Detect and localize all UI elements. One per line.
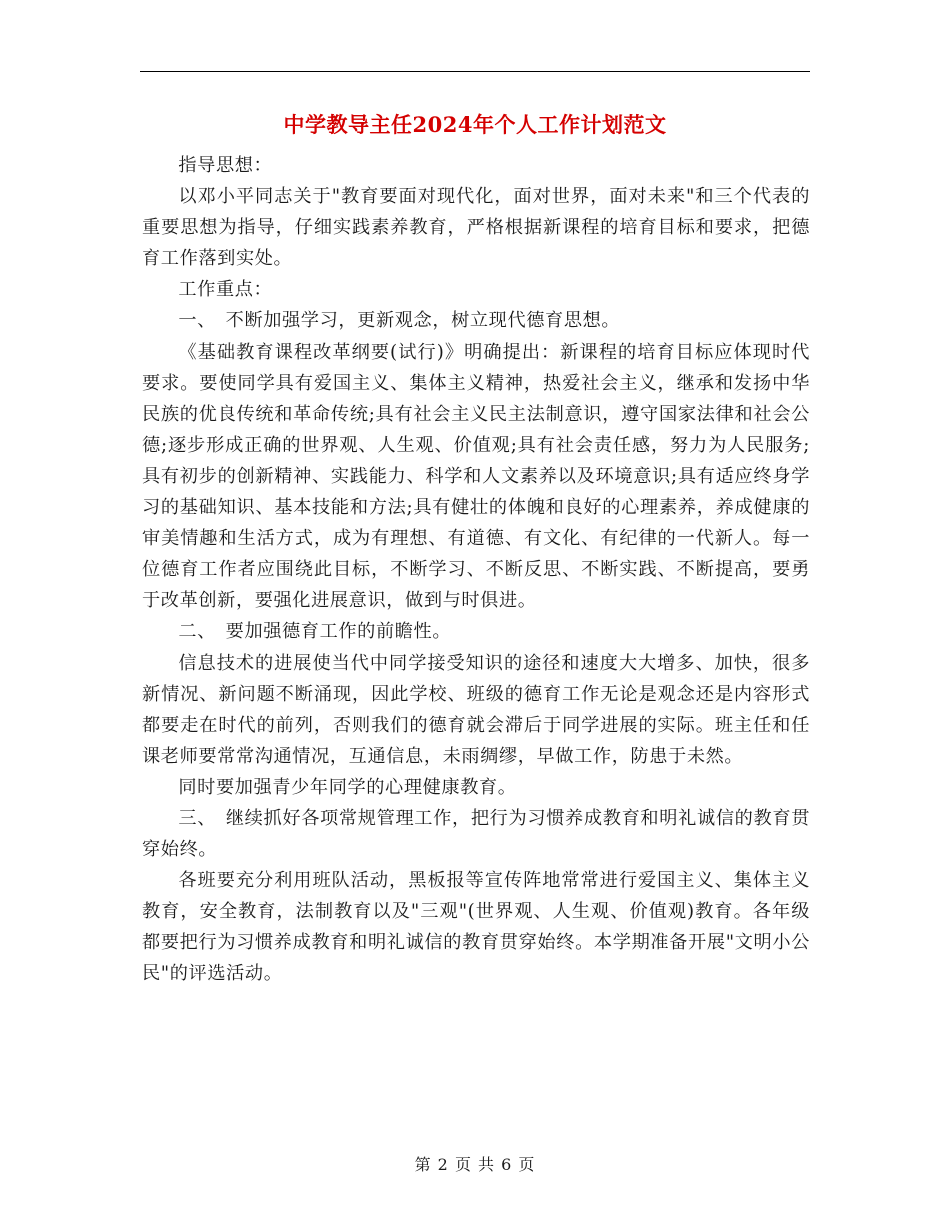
header-rule — [140, 71, 810, 72]
paragraph: 以邓小平同志关于"教育要面对现代化，面对世界，面对未来"和三个代表的重要思想为指导，仔细实践素养教育，严格根据新课程的培育目标和要求，把德育工作落到实处。 — [142, 186, 810, 270]
document-body — [142, 150, 810, 990]
section-heading: 二、 要加强德育工作的前瞻性。 — [178, 621, 452, 643]
page-number-footer: 第 2 页 共 6 页 — [414, 1155, 536, 1174]
document-title: 中学教导主任2024年个人工作计划范文 — [283, 112, 667, 137]
paragraph: 同时要加强青少年同学的心理健康教育。 — [178, 776, 517, 798]
paragraph: 工作重点： — [178, 279, 273, 301]
paragraph: 各班要充分利用班队活动，黑板报等宣传阵地常常进行爱国主义、集体主义教育，安全教育，法制教育以及"三观"(世界观、人生观、价值观)教育。各年级都要把行为习惯养成教育和明礼诚信的教育贯穿始终。本学期准备开展"文明小公民"的评选活动。 — [142, 870, 810, 985]
paragraph: 《基础教育课程改革纲要(试行)》明确提出：新课程的培育目标应体现时代要求。要使同学具有爱国主义、集体主义精神，热爱社会主义，继承和发扬中华民族的优良传统和革命传统;具有社会主义民主法制意识，遵守国家法律和社会公德;逐步形成正确的世界观、人生观、价值观;具有社会责任感，努力为人民服务;具有初步的创新精神、实践能力、科学和人文素养以及环境意识;具有适应终身学习的基础知识、基本技能和方法;具有健壮的体魄和良好的心理素养，养成健康的审美情趣和生活方式，成为有理想、有道德、有文化、有纪律的一代新人。每一位德育工作者应围绕此目标，不断学习、不断反思、不断实践、不断提高，要勇于改革创新，要强化进展意识，做到与时俱进。 — [142, 341, 810, 612]
section-heading: 一、 不断加强学习，更新观念，树立现代德育思想。 — [178, 310, 621, 332]
paragraph: 信息技术的进展使当代中同学接受知识的途径和速度大大增多、加快，很多新情况、新问题不断涌现，因此学校、班级的德育工作无论是观念还是内容形式都要走在时代的前列，否则我们的德育就会滞后于同学进展的实际。班主任和任课老师要常常沟通情况，互通信息，未雨绸缪，早做工作，防患于未然。 — [142, 652, 810, 767]
section-heading: 三、 继续抓好各项常规管理工作，把行为习惯养成教育和明礼诚信的教育贯穿始终。 — [142, 807, 810, 861]
paragraph: 指导思想： — [178, 155, 273, 176]
